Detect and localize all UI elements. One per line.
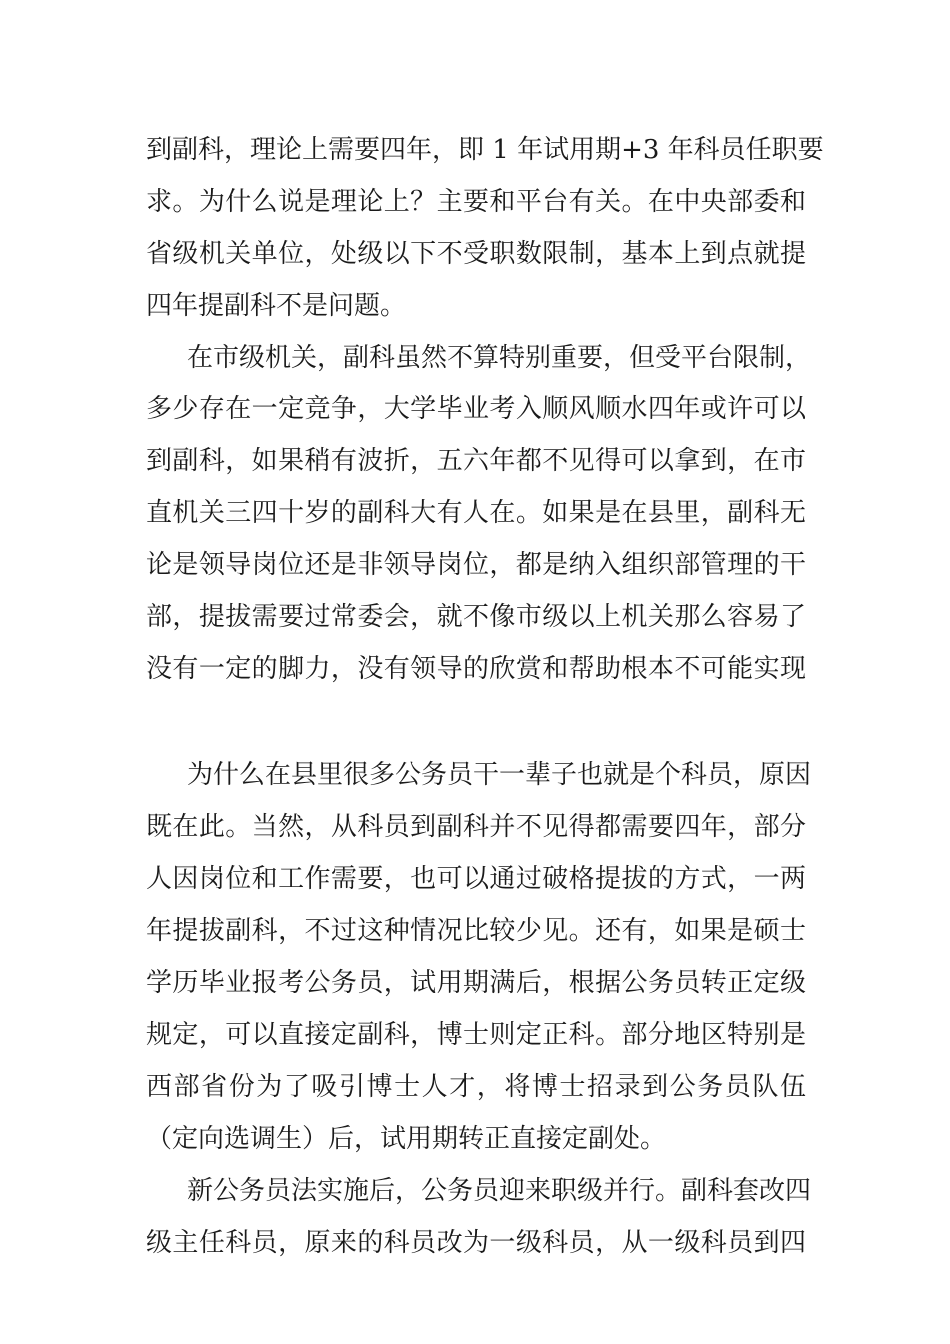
text-line: 省级机关单位，处级以下不受职数限制，基本上到点就提 xyxy=(146,239,806,269)
text-line: 新公务员法实施后，公务员迎来职级并行。副科套改四 xyxy=(187,1176,812,1206)
text-line: 部，提拔需要过常委会，就不像市级以上机关那么容易了 xyxy=(146,602,806,632)
text-line: 西部省份为了吸引博士人才，将博士招录到公务员队伍 xyxy=(146,1072,806,1102)
text-line: 四年提副科不是问题。 xyxy=(146,291,407,321)
text-line: （定向选调生）后，试用期转正直接定副处。 xyxy=(146,1124,667,1154)
text-line: 人因岗位和工作需要，也可以通过破格提拔的方式，一两 xyxy=(146,864,806,894)
text-line: 多少存在一定竞争，大学毕业考入顺风顺水四年或许可以 xyxy=(146,394,806,424)
text-line: 到副科，理论上需要四年，即 1 年试用期+3 年科员任职要 xyxy=(146,135,824,165)
text-line: 到副科，如果稍有波折，五六年都不见得可以拿到，在市 xyxy=(146,446,806,476)
text-line: 级主任科员，原来的科员改为一级科员，从一级科员到四 xyxy=(146,1228,806,1258)
text-line: 规定，可以直接定副科，博士则定正科。部分地区特别是 xyxy=(146,1020,806,1050)
text-line: 年提拔副科，不过这种情况比较少见。还有，如果是硕士 xyxy=(146,916,806,946)
text-line: 论是领导岗位还是非领导岗位，都是纳入组织部管理的干 xyxy=(146,550,806,580)
text-line: 在市级机关，副科虽然不算特别重要，但受平台限制， xyxy=(187,343,812,373)
text-line: 学历毕业报考公务员，试用期满后，根据公务员转正定级 xyxy=(146,968,806,998)
text-line: 求。为什么说是理论上？主要和平台有关。在中央部委和 xyxy=(146,187,806,217)
text-line: 为什么在县里很多公务员干一辈子也就是个科员，原因 xyxy=(187,760,812,790)
text-line: 没有一定的脚力，没有领导的欣赏和帮助根本不可能实现 xyxy=(146,654,806,684)
text-line: 既在此。当然，从科员到副科并不见得都需要四年，部分 xyxy=(146,812,806,842)
text-line: 直机关三四十岁的副科大有人在。如果是在县里，副科无 xyxy=(146,498,806,528)
